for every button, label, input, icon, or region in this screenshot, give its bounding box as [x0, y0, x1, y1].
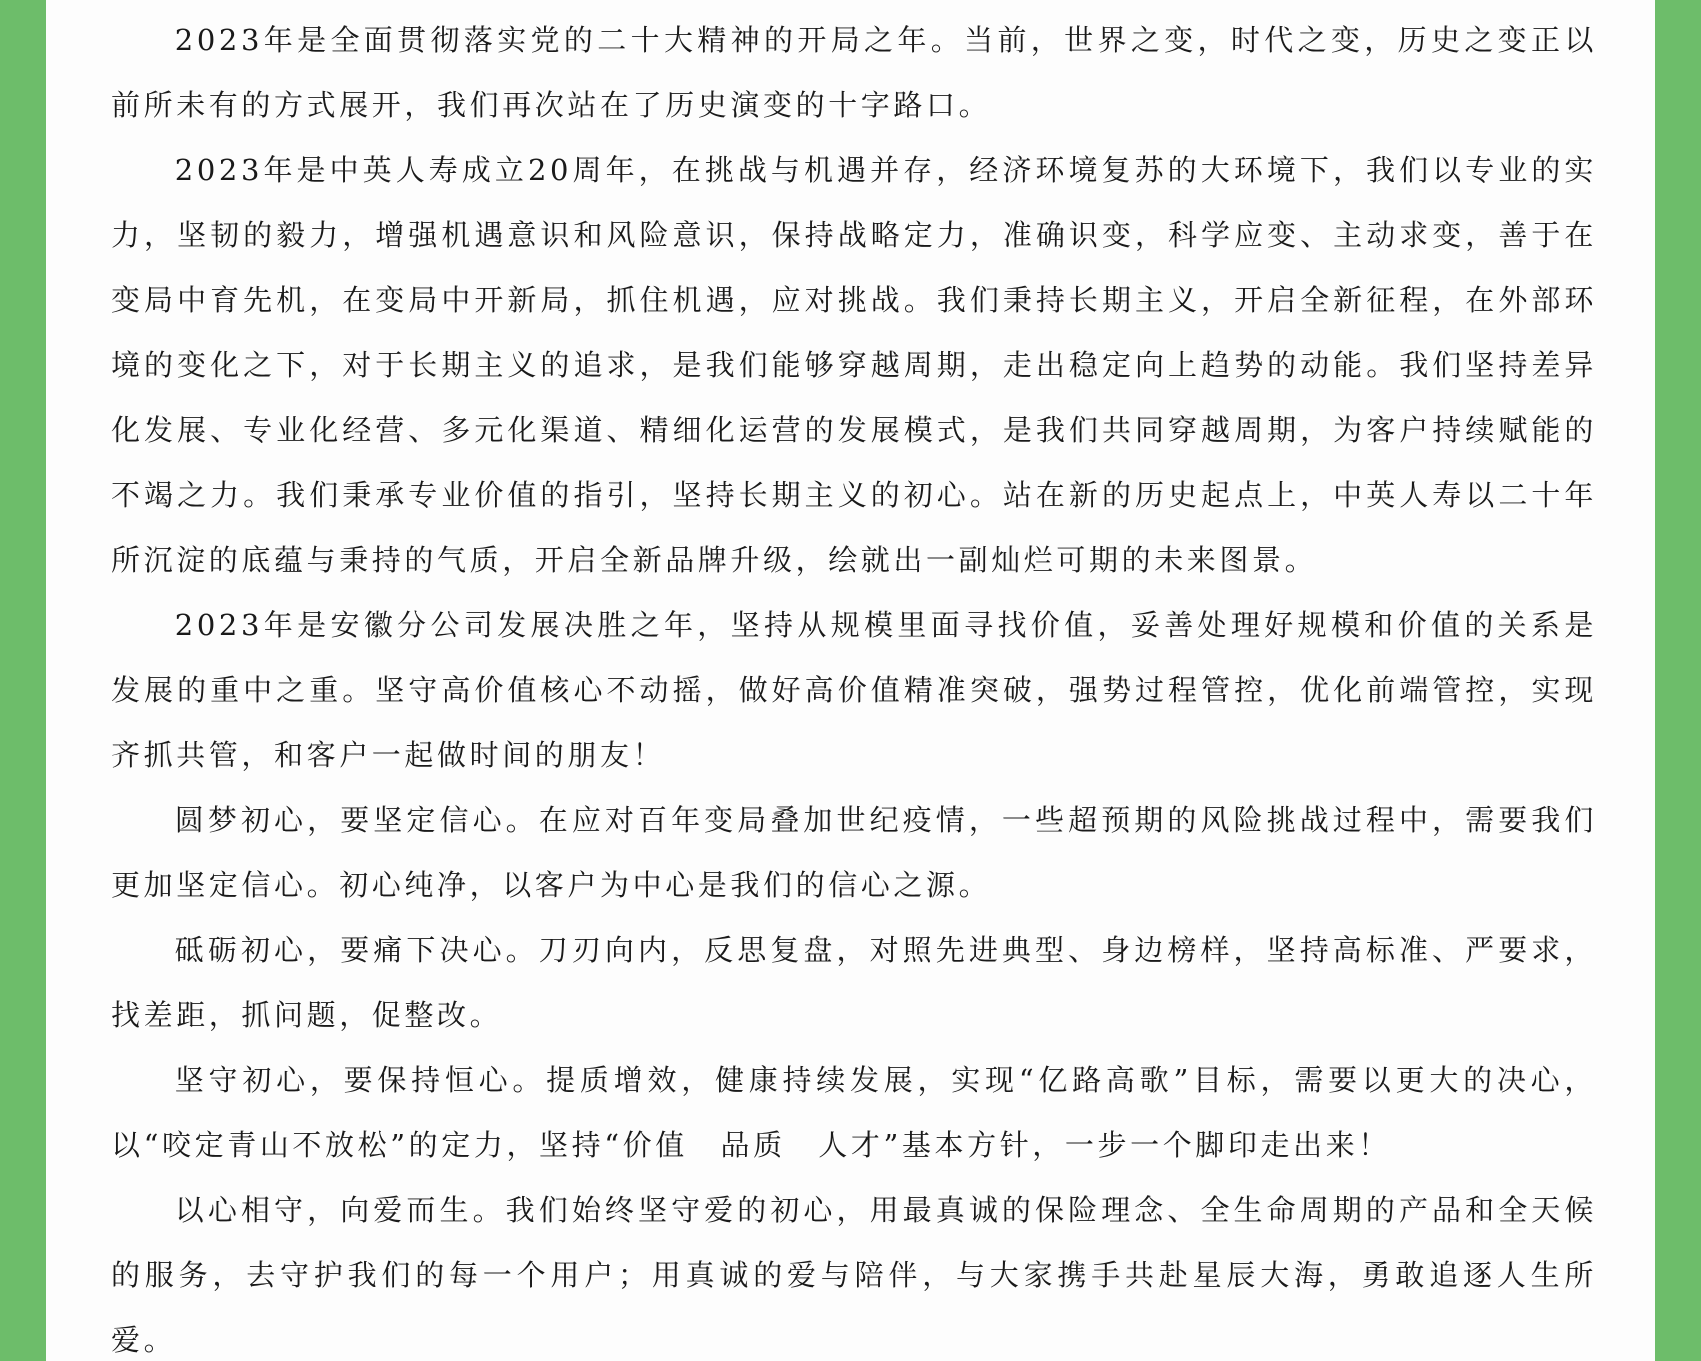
- paragraph-3: 2023年是安徽分公司发展决胜之年，坚持从规模里面寻找价值，妥善处理好规模和价值的关系是发展的重中之重。坚守高价值核心不动摇，做好高价值精准突破，强势过程管控，优化前端管控，实现齐抓共管，和客户一起做时间的朋友！: [111, 608, 1597, 772]
- paragraph-5: 砥砺初心，要痛下决心。刀刃向内，反思复盘，对照先进典型、身边榜样，坚持高标准、严要求，找差距，抓问题，促整改。: [111, 933, 1597, 1032]
- paragraph-6: 坚守初心，要保持恒心。提质增效，健康持续发展，实现“亿路高歌”目标，需要以更大的决心，以“咬定青山不放松”的定力，坚持“价值 品质 人才”基本方针，一步一个脚印走出来！: [111, 1063, 1597, 1162]
- document-page: [46, 0, 1655, 1361]
- paragraph-7: 以心相守，向爱而生。我们始终坚守爱的初心，用最真诚的保险理念、全生命周期的产品和全天候的服务，去守护我们的每一个用户；用真诚的爱与陪伴，与大家携手共赴星辰大海，勇敢追逐人生所爱。: [111, 1193, 1597, 1357]
- paragraph-2: 2023年是中英人寿成立20周年，在挑战与机遇并存，经济环境复苏的大环境下，我们以专业的实力，坚韧的毅力，增强机遇意识和风险意识，保持战略定力，准确识变，科学应变、主动求变，善于在变局中育先机，在变局中开新局，抓住机遇，应对挑战。我们秉持长期主义，开启全新征程，在外部环境的变化之下，对于长期主义的追求，是我们能够穿越周期，走出稳定向上趋势的动能。我们坚持差异化发展、专业化经营、多元化渠道、精细化运营的发展模式，是我们共同穿越周期，为客户持续赋能的不竭之力。我们秉承专业价值的指引，坚持长期主义的初心。站在新的历史起点上，中英人寿以二十年所沉淀的底蕴与秉持的气质，开启全新品牌升级，绘就出一副灿烂可期的未来图景。: [111, 153, 1597, 577]
- paragraph-4: 圆梦初心，要坚定信心。在应对百年变局叠加世纪疫情，一些超预期的风险挑战过程中，需要我们更加坚定信心。初心纯净，以客户为中心是我们的信心之源。: [111, 803, 1597, 902]
- right-green-border: [1655, 0, 1701, 1361]
- paragraph-1: 2023年是全面贯彻落实党的二十大精神的开局之年。当前，世界之变，时代之变，历史之变正以前所未有的方式展开，我们再次站在了历史演变的十字路口。: [111, 23, 1597, 122]
- left-green-border: [0, 0, 46, 1361]
